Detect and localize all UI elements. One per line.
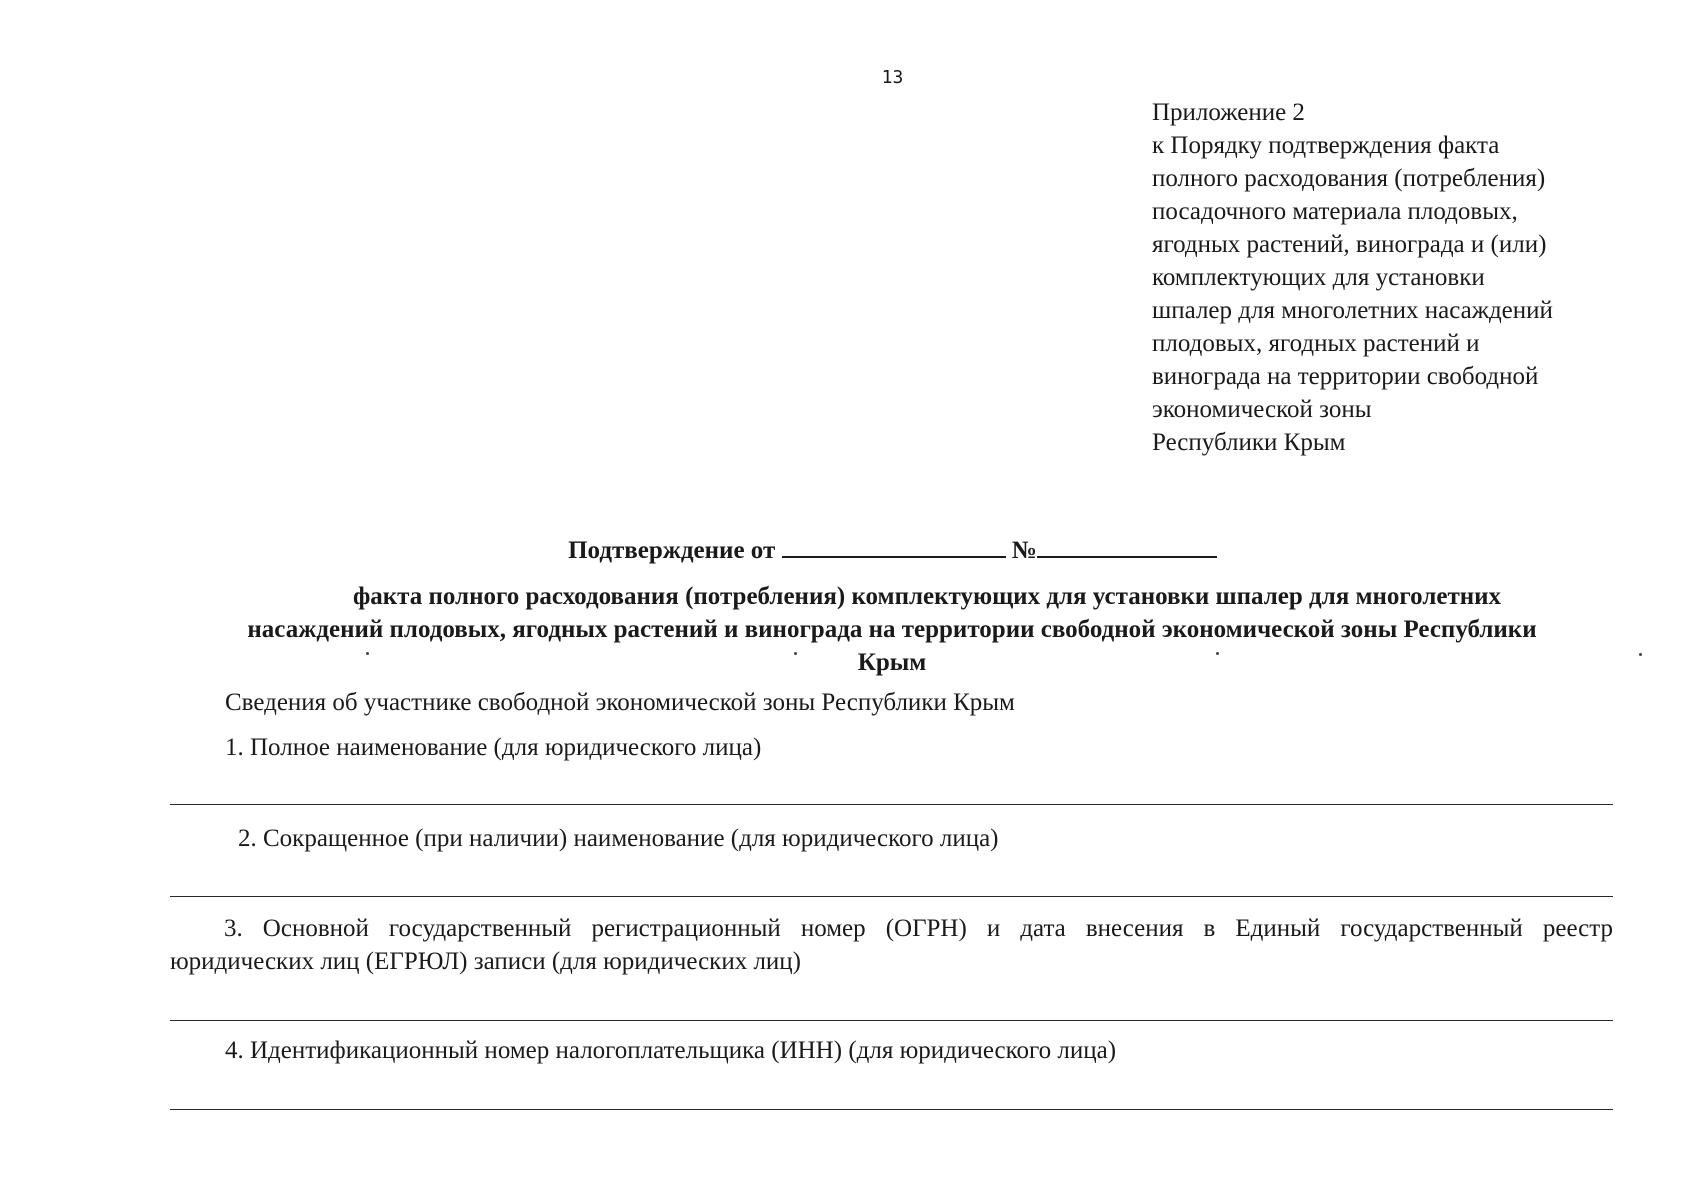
ogrn-label-line: юридических лиц (ЕГРЮЛ) записи (для юридических лиц) [170, 948, 802, 975]
subtitle-line: насаждений плодовых, ягодных растений и винограда на территории свободной экономической зоны Республики [247, 616, 1537, 643]
section-heading: Сведения об участнике свободной экономической зоны Республики Крым [225, 689, 1015, 716]
scan-speck [794, 652, 797, 655]
appendix-line: шпалер для многолетних насаждений [1152, 297, 1553, 324]
inn-input-line[interactable] [170, 1109, 1613, 1110]
appendix-line: ягодных растений, винограда и (или) [1152, 231, 1547, 258]
number-sign: № [1011, 537, 1037, 564]
full-name-input-line[interactable] [170, 804, 1613, 805]
appendix-line: Республики Крым [1152, 429, 1346, 456]
document-title [0, 532, 1695, 567]
date-blank-field[interactable] [782, 532, 1006, 558]
field-label-inn: 4. Идентификационный номер налогоплательщика (ИНН) (для юридического лица) [225, 1037, 1117, 1064]
short-name-input-line[interactable] [170, 896, 1613, 897]
number-blank-field[interactable] [1037, 532, 1217, 558]
appendix-line: комплектующих для установки [1152, 264, 1485, 291]
ogrn-input-line[interactable] [170, 1020, 1613, 1021]
appendix-line: посадочного материала плодовых, [1152, 198, 1518, 225]
appendix-line: полного расходования (потребления) [1152, 165, 1546, 192]
appendix-line: экономической зоны [1152, 396, 1372, 423]
page-number: 13 [881, 67, 904, 88]
appendix-note [1152, 96, 1672, 459]
field-label-full-name: 1. Полное наименование (для юридического лица) [225, 734, 762, 761]
appendix-line: к Порядку подтверждения факта [1152, 132, 1500, 159]
ogrn-label-line: 3. Основной государственный регистрационный номер (ОГРН) и дата внесения в Единый государственный реестр [224, 915, 1613, 942]
appendix-line: Приложение 2 [1152, 99, 1305, 126]
field-label-short-name: 2. Сокращенное (при наличии) наименование (для юридического лица) [238, 825, 999, 852]
appendix-line: винограда на территории свободной [1152, 363, 1539, 390]
title-prefix: Подтверждение от [568, 537, 776, 564]
subtitle-line: факта полного расходования (потребления) комплектующих для установки шпалер для многолетних [352, 583, 1502, 610]
subtitle-line: Крым [857, 649, 927, 676]
appendix-line: плодовых, ягодных растений и [1152, 330, 1480, 357]
scan-speck [1216, 652, 1219, 655]
scan-speck [366, 652, 369, 655]
field-label-ogrn [170, 912, 1613, 978]
scan-speck [1639, 653, 1642, 656]
document-subtitle [172, 580, 1612, 679]
